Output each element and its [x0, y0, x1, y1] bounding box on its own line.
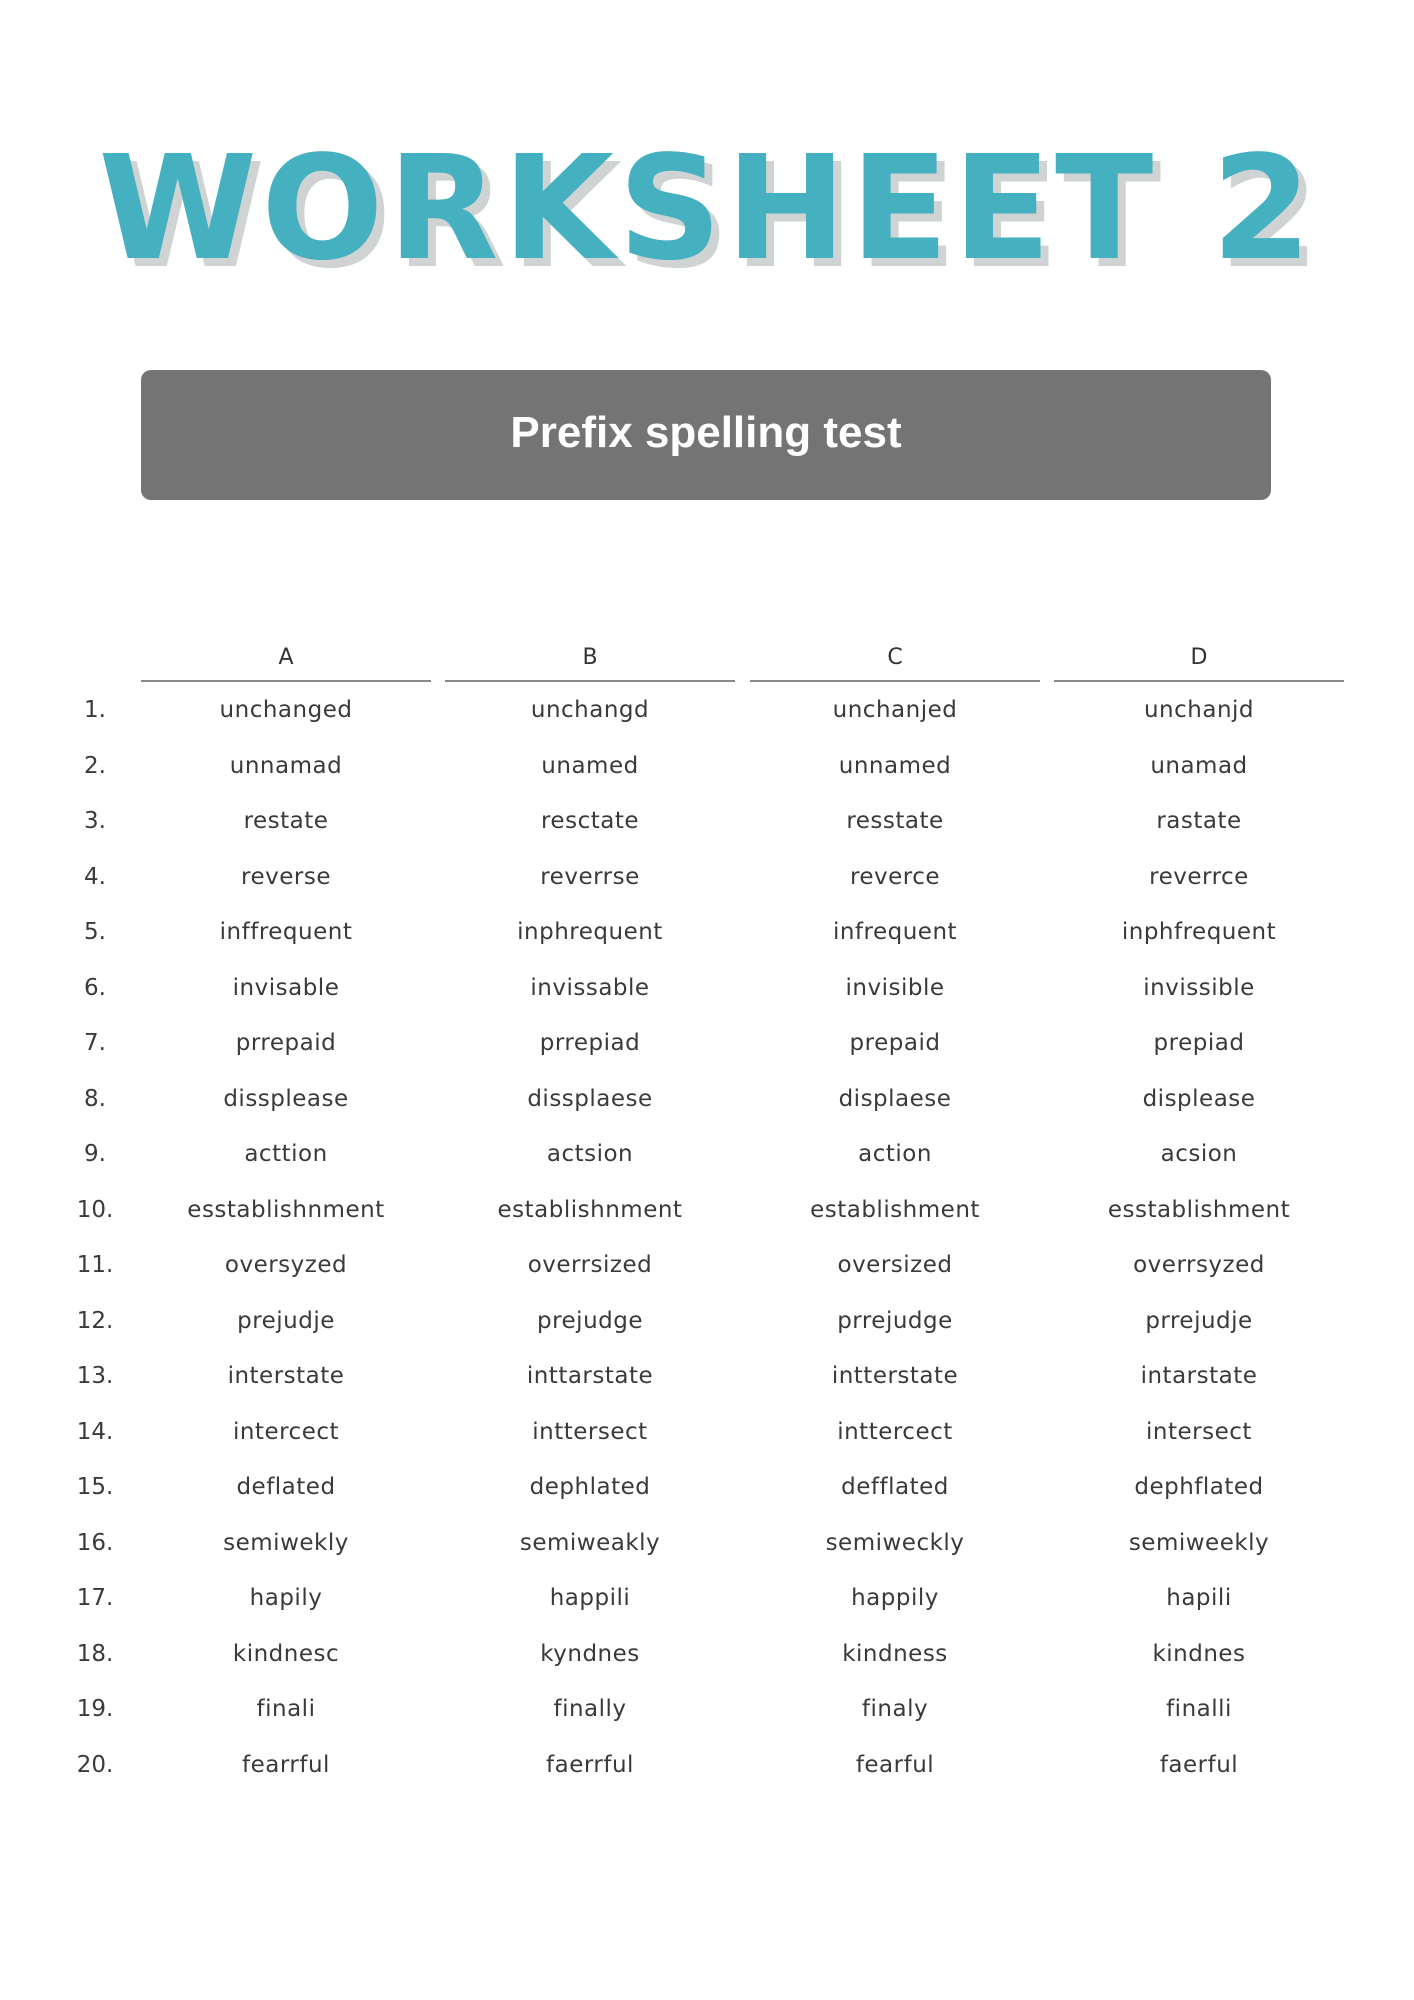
- question-row: [0, 1238, 1414, 1294]
- question-number: 4.: [84, 863, 106, 890]
- option-d: rastate: [1156, 808, 1242, 834]
- option-b: reverrse: [540, 863, 640, 890]
- option-a: acttion: [244, 1141, 328, 1167]
- question-row: [0, 739, 1414, 795]
- option-d: acsion: [1160, 1141, 1238, 1167]
- option-c: happily: [851, 1585, 939, 1611]
- banner-title: Prefix spelling test: [510, 408, 902, 457]
- worksheet-title: WORKSHEET 2: [98, 124, 1316, 292]
- option-c: finaly: [861, 1696, 929, 1722]
- option-d: hapili: [1166, 1585, 1232, 1611]
- column-header-a: A: [141, 640, 431, 682]
- option-d: finalli: [1166, 1696, 1232, 1722]
- question-number: 13.: [76, 1363, 114, 1389]
- question-number: 11.: [76, 1252, 114, 1278]
- option-c: unchanjed: [832, 697, 958, 723]
- option-d: esstablishment: [1107, 1196, 1291, 1223]
- option-a: invisable: [232, 974, 340, 1001]
- question-number: 14.: [76, 1418, 114, 1445]
- question-row: [0, 1127, 1414, 1183]
- option-d: intarstate: [1140, 1363, 1258, 1389]
- option-b: overrsized: [527, 1252, 653, 1278]
- option-a: dissplease: [223, 1085, 349, 1112]
- option-c: infrequent: [832, 919, 958, 945]
- option-c: unnamed: [838, 752, 952, 779]
- option-a: hapily: [249, 1585, 323, 1611]
- option-b: inttarstate: [526, 1363, 654, 1389]
- question-number: 16.: [76, 1529, 114, 1556]
- question-number: 17.: [76, 1585, 114, 1611]
- option-a: semiwekly: [223, 1529, 349, 1556]
- option-c: oversized: [837, 1252, 953, 1278]
- question-number: 5.: [84, 919, 106, 945]
- option-b: invissable: [530, 974, 650, 1001]
- option-a: fearrful: [242, 1751, 330, 1778]
- question-row: [0, 794, 1414, 850]
- option-a: kindnesc: [232, 1640, 340, 1667]
- option-c: defflated: [841, 1474, 949, 1500]
- option-d: semiweekly: [1128, 1529, 1270, 1556]
- question-row: [0, 1294, 1414, 1350]
- option-b: unamed: [541, 752, 639, 779]
- option-b: dissplaese: [527, 1085, 653, 1112]
- question-number: 12.: [76, 1307, 114, 1334]
- option-a: oversyzed: [224, 1252, 348, 1278]
- option-c: reverce: [849, 863, 941, 890]
- question-number: 6.: [84, 974, 106, 1001]
- question-row: [0, 1405, 1414, 1461]
- option-d: prepiad: [1153, 1030, 1245, 1056]
- option-d: overrsyzed: [1133, 1252, 1265, 1278]
- question-number: 2.: [84, 752, 106, 779]
- question-row: [0, 905, 1414, 961]
- question-row: [0, 850, 1414, 906]
- option-a: intercect: [232, 1418, 340, 1445]
- option-d: unchanjd: [1143, 697, 1255, 723]
- option-b: dephlated: [529, 1474, 651, 1500]
- option-a: finali: [256, 1696, 316, 1722]
- option-b: inttersect: [532, 1418, 648, 1445]
- option-b: finally: [553, 1696, 627, 1722]
- option-c: fearful: [855, 1751, 935, 1778]
- option-b: kyndnes: [540, 1640, 640, 1667]
- question-number: 9.: [84, 1141, 106, 1167]
- option-c: prrejudge: [837, 1307, 953, 1334]
- question-number: 20.: [76, 1751, 114, 1778]
- question-row: [0, 1516, 1414, 1572]
- option-c: establishment: [810, 1196, 980, 1223]
- option-c: prepaid: [849, 1030, 941, 1056]
- question-number: 15.: [76, 1474, 114, 1500]
- question-number: 19.: [76, 1696, 114, 1722]
- option-a: prrepaid: [235, 1030, 337, 1056]
- option-b: happili: [549, 1585, 631, 1611]
- question-row: [0, 1349, 1414, 1405]
- question-row: [0, 1738, 1414, 1794]
- question-row: [0, 1571, 1414, 1627]
- question-row: [0, 1072, 1414, 1128]
- question-number: 8.: [84, 1085, 106, 1112]
- option-b: prejudge: [536, 1307, 644, 1334]
- option-d: invissible: [1143, 974, 1255, 1001]
- option-c: semiweckly: [825, 1529, 965, 1556]
- question-row: [0, 1183, 1414, 1239]
- question-row: [0, 1627, 1414, 1683]
- option-b: prrepiad: [539, 1030, 641, 1056]
- test-banner: [141, 370, 1271, 500]
- question-row: [0, 1460, 1414, 1516]
- option-c: action: [858, 1141, 932, 1167]
- option-b: faerrful: [546, 1751, 634, 1778]
- option-a: reverse: [241, 863, 331, 890]
- option-a: esstablishnment: [187, 1196, 385, 1223]
- question-number: 7.: [84, 1030, 106, 1056]
- option-d: faerful: [1159, 1751, 1239, 1778]
- question-number: 18.: [76, 1640, 114, 1667]
- option-b: unchangd: [530, 697, 650, 723]
- option-a: inffrequent: [219, 919, 353, 945]
- column-header-b: B: [445, 640, 735, 682]
- option-a: deflated: [236, 1474, 336, 1500]
- option-c: resstate: [846, 808, 944, 834]
- option-d: intersect: [1146, 1418, 1252, 1445]
- option-c: displaese: [838, 1085, 952, 1112]
- option-d: displease: [1142, 1085, 1256, 1112]
- spelling-table: [0, 640, 1414, 1793]
- option-b: semiweakly: [519, 1529, 661, 1556]
- option-b: actsion: [546, 1141, 634, 1167]
- option-c: invisible: [845, 974, 945, 1001]
- option-a: unchanged: [219, 697, 353, 723]
- column-header-row: [0, 640, 1414, 682]
- option-c: kindness: [842, 1640, 948, 1667]
- option-a: prejudje: [237, 1307, 335, 1334]
- option-b: inphrequent: [517, 919, 663, 945]
- question-row: [0, 683, 1414, 739]
- option-b: establishnment: [497, 1196, 683, 1223]
- question-list: [0, 683, 1414, 1793]
- question-number: 3.: [84, 808, 106, 834]
- column-header-c: C: [750, 640, 1040, 682]
- option-a: interstate: [227, 1363, 345, 1389]
- option-a: unnamad: [229, 752, 343, 779]
- column-header-d: D: [1054, 640, 1344, 682]
- option-d: dephflated: [1134, 1474, 1264, 1500]
- question-number: 10.: [76, 1196, 114, 1223]
- option-d: inphfrequent: [1121, 919, 1277, 945]
- option-d: unamad: [1150, 752, 1248, 779]
- option-c: intterstate: [831, 1363, 959, 1389]
- option-d: prrejudje: [1145, 1307, 1253, 1334]
- option-c: inttercect: [837, 1418, 953, 1445]
- question-row: [0, 1016, 1414, 1072]
- question-number: 1.: [84, 697, 106, 723]
- option-a: restate: [243, 808, 329, 834]
- option-d: reverrce: [1149, 863, 1249, 890]
- question-row: [0, 1682, 1414, 1738]
- option-b: resctate: [540, 808, 639, 834]
- option-d: kindnes: [1152, 1640, 1246, 1667]
- question-row: [0, 961, 1414, 1017]
